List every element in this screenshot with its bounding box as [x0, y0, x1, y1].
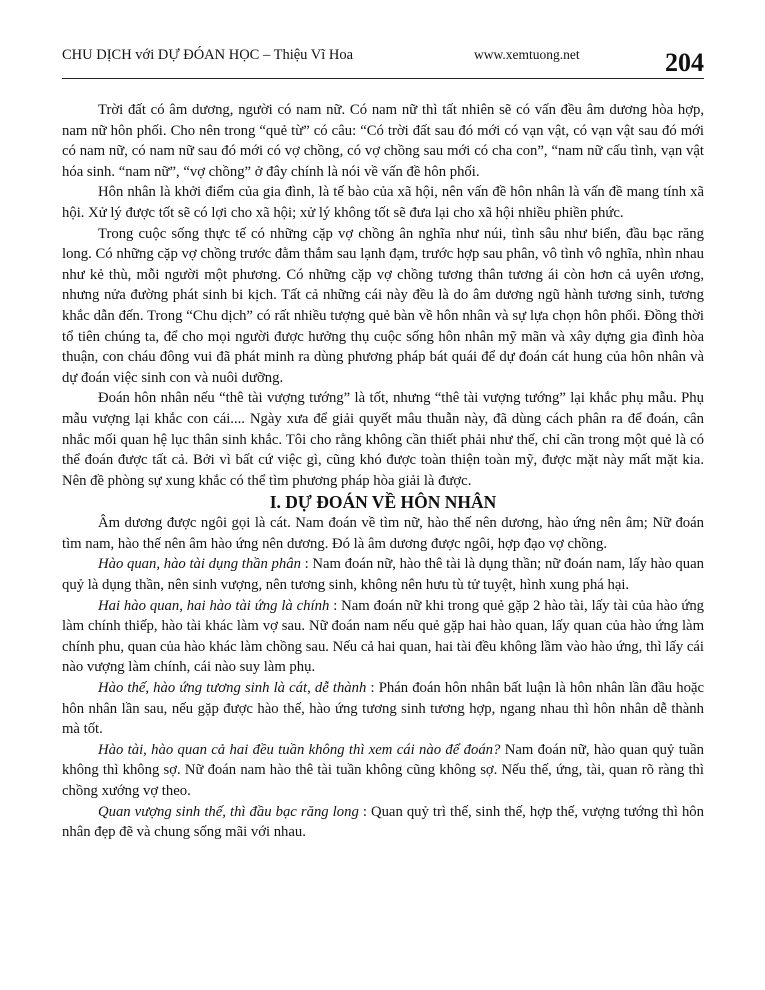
rule-lead: Quan vượng sinh thế, thì đầu bạc răng long [98, 803, 359, 820]
paragraph: Trời đất có âm dương, người có nam nữ. Có nam nữ thì tất nhiên sẽ có vấn đều âm dương hòa hợp, nam nữ hôn phối. Cho nên trong “quẻ từ” có câu: “Có trời đất sau đó mới có vạn vật, có vạn vật sau đó mới có nam nữ, có nam nữ sau đó mới có vợ chồng, có vợ chồng sau mới có cha con”, “nam nữ cấu tình, vạn vật hóa sinh. “nam nữ”, “vợ chồng” ở đây chính là nói về vấn đề hôn phối. [62, 102, 704, 180]
rule-lead: Hào quan, hào tài dụng thần phân [98, 556, 301, 573]
rule-lead: Hào thế, hào ứng tương sinh là cát, dễ thành [98, 680, 367, 697]
rule-paragraph [62, 596, 704, 678]
rule-text: : Nam đoán nữ, hào thê tài là dụng thần; nữ đoán nam, lấy hào quan quỷ là dụng thần, nên sinh vượng, nên tương sinh, không nên hưu tù tử tuyệt, hình xung phá hại. [62, 556, 704, 594]
rule-text: : Phán đoán hôn nhân bất luận là hôn nhân lần đầu hoặc hôn nhân lần sau, nếu gặp được hào thế, hào ứng tương sinh tương hợp, ngang nhau thì hôn nhân dễ thành mà tốt. [62, 680, 705, 738]
paragraph: Hôn nhân là khởi điểm của gia đình, là tế bào của xã hội, nên vấn đề hôn nhân là vấn đề mang tính xã hội. Xử lý được tốt sẽ có lợi cho xã hội; xử lý không tốt sẽ đưa lại cho xã hội nhiều phiền phức. [62, 184, 704, 221]
rule-paragraph [62, 802, 704, 843]
page-body [62, 100, 704, 843]
page-number: 204 [665, 48, 704, 77]
website-link[interactable]: www.xemtuong.net [474, 47, 580, 62]
rule-paragraph [62, 554, 704, 595]
book-title: CHU DỊCH với DỰ ĐÓAN HỌC – Thiệu Vĩ Hoa [62, 47, 354, 63]
page-header [62, 40, 704, 79]
paragraph: Trong cuộc sống thực tế có những cặp vợ chồng ân nghĩa như núi, tình sâu như biển, đầu bạc răng long. Có những cặp vợ chồng trước đằm thắm sau lạnh đạm, trước hợp sau phân, vô tình vô nghĩa, nhìn nhau như kẻ thù, mỗi người một phương. Có những cặp vợ chồng tương thân tương ái còn hơn cả uyên ương, nhưng nửa đường phát sinh bi kịch. Tất cả những cái này đều là do âm dương ngũ hành tương sinh, tương khắc dẫn đến. Trong “Chu dịch” có rất nhiều tượng quẻ bàn về hôn nhân và sự lựa chọn hôn phối. Đồng thời tổ tiên chúng ta, để cho mọi người được hưởng thụ cuộc sống hôn nhân mỹ mãn và xây dựng gia đình hòa thuận, con cháu đông vui đã phát minh ra dùng phương pháp bát quái để dự đoán cát hung của hôn nhân và dự đoán việc sinh con và nuôi dưỡng. [62, 225, 704, 386]
rule-text: : Quan quỷ trì thế, sinh thế, hợp thế, vượng tướng thì hôn nhân đẹp đẽ và chung sống mãi với nhau. [62, 803, 704, 841]
rule-lead: Hào tài, hào quan cả hai đều tuần không thì xem cái nào để đoán? [98, 741, 501, 758]
rule-text: : Nam đoán nữ khi trong quẻ gặp 2 hào tài, lấy tài của hào ứng làm chính thiếp, hào tài khác làm vợ sau. Nữ đoán nam nếu quẻ gặp hai hào quan, lấy quan của hào ứng làm chính phu, quan của hào khác làm chồng sau. Nếu cả hai quan, hai tài đều không lầm vào hào ứng, thì lấy cái nào vượng làm chính, cái nào suy làm phụ. [62, 597, 705, 676]
rule-text: Nam đoán nữ, hào quan quỷ tuần không thì không sợ. Nữ đoán nam hào thê tài tuần không cũng không sợ. Nếu thế, ứng, tài, quan rõ ràng thì chồng xướng vợ theo. [62, 741, 704, 799]
rule-paragraph [62, 740, 704, 802]
section-heading: I. DỰ ĐOÁN VỀ HÔN NHÂN [269, 492, 497, 513]
rule-lead: Hai hào quan, hai hào tài ứng là chính [98, 597, 330, 614]
rule-paragraph [62, 678, 704, 740]
paragraph: Âm dương được ngôi gọi là cát. Nam đoán về tìm nữ, hào thế nên dương, hào ứng nên âm; Nữ đoán tìm nam, hào thế nên âm hào ứng nên dương. Đó là âm dương được ngôi, hợp đạo vợ chồng. [62, 515, 704, 552]
paragraph: Đoán hôn nhân nếu “thê tài vượng tướng” là tốt, nhưng “thê tài vượng tướng” lại khắc phụ mẫu. Phụ mẫu vượng lại khắc con cái.... Ngày xưa để giải quyết mâu thuẫn này, đã dùng cách phân ra để đoán, cân nhắc mối quan hệ lục thân sinh khắc. Tôi cho rằng không cần thiết phải như thế, chỉ cần trong một quẻ là có thể đoán được tất cả. Bởi vì bất cứ việc gì, cũng khó được toàn thiện toàn mỹ, được mặt này mất mặt kia. Nên đề phòng sự xung khắc có thể tìm phương pháp hòa giải là được. [62, 390, 704, 489]
